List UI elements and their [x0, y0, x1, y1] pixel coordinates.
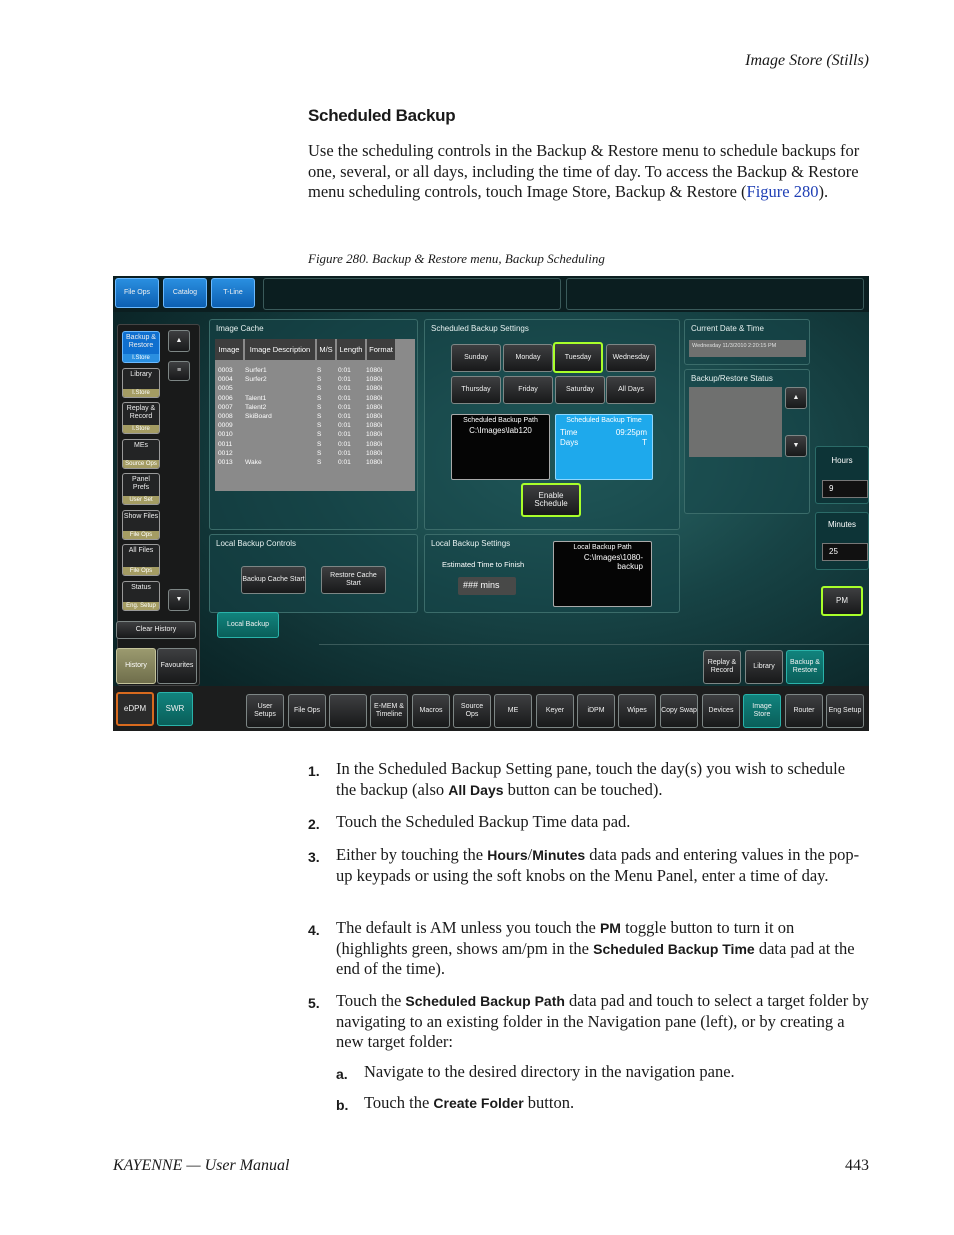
scheduled-backup-time-pad[interactable]: Scheduled Backup Time Time 09:25pm Days T [555, 414, 653, 480]
scroll-up-button[interactable]: ▲ [168, 330, 190, 352]
edpm-button[interactable]: eDPM [116, 692, 154, 726]
submenu-library[interactable]: Library [745, 650, 783, 684]
local-backup-settings-pane: Local Backup Settings Estimated Time to Finish ### mins [424, 534, 680, 613]
side-status[interactable]: Status Eng. Setup [122, 581, 160, 611]
menu-button-macros[interactable]: Macros [412, 694, 450, 728]
table-row[interactable]: 0013 Wake S 0:01 1080i [218, 459, 383, 466]
page-number: 443 [845, 1157, 869, 1174]
current-date-pane: Current Date & Time Wednesday 11/3/2010 2:20:15 PM [684, 319, 810, 365]
scheduled-settings-pane: Scheduled Backup Settings [424, 319, 680, 530]
image-cache-pane: Image Cache [209, 319, 418, 530]
figure-caption: Figure 280. Backup & Restore menu, Backup Scheduling [308, 251, 605, 266]
side-library[interactable]: Library I.Store [122, 368, 160, 398]
section-heading: Scheduled Backup [308, 106, 456, 125]
menu-button-devices[interactable]: Devices [702, 694, 740, 728]
day-saturday[interactable]: Saturday [555, 376, 605, 404]
running-header: Image Store (Stills) [745, 52, 869, 69]
table-row[interactable]: 0005 S 0:01 1080i [218, 385, 383, 393]
menu-button-router[interactable]: Router [785, 694, 823, 728]
table-row[interactable]: 0011 S 0:01 1080i [218, 440, 383, 448]
menu-button-idpm[interactable]: iDPM [577, 694, 615, 728]
day-monday[interactable]: Monday [503, 344, 553, 372]
day-all-days[interactable]: All Days [606, 376, 656, 404]
menu-button-user-setups[interactable]: User Setups [246, 694, 284, 728]
hours-pad[interactable]: Hours 9 [815, 446, 869, 504]
table-row[interactable]: 0012 S 0:01 1080i [218, 449, 383, 457]
pm-toggle-button[interactable]: PM [821, 586, 863, 616]
history-tab[interactable]: History [116, 648, 156, 684]
menu-button-file-ops[interactable]: File Ops [288, 694, 326, 728]
enable-schedule-button[interactable]: Enable Schedule [521, 483, 581, 517]
menu-button-keyer[interactable]: Keyer [536, 694, 574, 728]
scroll-down-button[interactable]: ▼ [168, 589, 190, 611]
menu-button-me[interactable]: ME [494, 694, 532, 728]
table-row[interactable]: 0003 Surfer1 S 0:01 1080i [218, 367, 383, 374]
minutes-pad[interactable]: Minutes 25 [815, 512, 869, 570]
status-scroll-up[interactable]: ▲ [785, 387, 807, 409]
backup-cache-start-button[interactable]: Backup Cache Start [241, 566, 306, 594]
submenu-replay-record[interactable]: Replay & Record [703, 650, 741, 684]
favourites-tab[interactable]: Favourites [157, 648, 197, 684]
menu-button-copy-swap[interactable]: Copy Swap [660, 694, 698, 728]
local-backup-path-pad[interactable]: Local Backup Path C:\Images\1080-backup [553, 541, 652, 607]
table-row[interactable]: 0004 Surfer2 S 0:01 1080i [218, 376, 383, 384]
menu-button-source-ops[interactable]: Source Ops [453, 694, 491, 728]
image-cache-table: Image Image Description M/S Length Format 0003 Surfer1 S 0:01 1080i 0004 Surfer2 S 0:01 1080i 0005 S 0:01 1080i 0006 Talent1 S 0:01 1080i 0007 Talent2 S 0:01 1080i 0008 SkiBoard S 0:01 1080i 0009 S 0:01 1080i 0010 S 0:01 1080i 0011 S 0:01 1080i 0012 S 0:01 1080i 0013 Wake S 0:01 1080i [215, 339, 415, 491]
side-show-files[interactable]: Show Files File Ops [122, 510, 160, 540]
menu-button-wipes[interactable]: Wipes [618, 694, 656, 728]
menu-button-blank[interactable] [329, 694, 367, 728]
side-all-files[interactable]: All Files File Ops [122, 544, 160, 576]
local-backup-tab[interactable]: Local Backup [217, 612, 279, 638]
side-replay-record[interactable]: Replay & Record I.Store [122, 402, 160, 434]
table-row[interactable]: 0010 S 0:01 1080i [218, 431, 383, 439]
scroll-thumb[interactable]: ≡ [168, 361, 190, 381]
menu-button-image-store[interactable]: Image Store [743, 694, 781, 728]
day-wednesday[interactable]: Wednesday [606, 344, 656, 372]
figure-link[interactable]: Figure 280 [746, 182, 819, 201]
side-panel-prefs[interactable]: Panel Prefs User Set [122, 473, 160, 505]
intro-paragraph: Use the scheduling controls in the Backup & Restore menu to schedule backups for one, several, or all days, including the time of day. To access the Backup & Restore menu scheduling controls, touch Image Store, Backup & Restore (Figure 280). [308, 141, 860, 201]
side-mes[interactable]: MEs Source Ops [122, 439, 160, 469]
submenu-backup-restore[interactable]: Backup & Restore [786, 650, 824, 684]
day-friday[interactable]: Friday [503, 376, 553, 404]
scheduled-backup-path-pad[interactable]: Scheduled Backup Path C:\Images\lab120 [451, 414, 550, 480]
table-row[interactable]: 0009 S 0:01 1080i [218, 422, 383, 430]
restore-cache-start-button[interactable]: Restore Cache Start [321, 566, 386, 594]
day-tuesday[interactable]: Tuesday [553, 342, 603, 373]
menu-button-eng-setup[interactable]: Eng Setup [826, 694, 864, 728]
side-backup-restore[interactable]: Backup & Restore I.Store [122, 331, 160, 363]
menu-screenshot [113, 276, 869, 731]
status-scroll-down[interactable]: ▼ [785, 435, 807, 457]
day-thursday[interactable]: Thursday [451, 376, 501, 404]
table-row[interactable]: 0007 Talent2 S 0:01 1080i [218, 403, 383, 411]
table-row[interactable]: 0006 Talent1 S 0:01 1080i [218, 394, 383, 402]
clear-history-button[interactable]: Clear History [116, 621, 196, 639]
menu-button-e-mem-timeline[interactable]: E-MEM & Timeline [370, 694, 408, 728]
tab-file-ops[interactable]: File Ops [115, 278, 159, 308]
tab-t-line[interactable]: T-Line [211, 278, 255, 308]
table-row[interactable]: 0008 SkiBoard S 0:01 1080i [218, 413, 383, 420]
local-backup-controls-pane: Local Backup Controls [209, 534, 418, 613]
swr-button[interactable]: SWR [157, 692, 193, 726]
footer-manual-title: KAYENNE — User Manual [113, 1157, 290, 1174]
tab-catalog[interactable]: Catalog [163, 278, 207, 308]
day-sunday[interactable]: Sunday [451, 344, 501, 372]
backup-status-pane: Backup/Restore Status ▲ ▼ [684, 369, 810, 514]
